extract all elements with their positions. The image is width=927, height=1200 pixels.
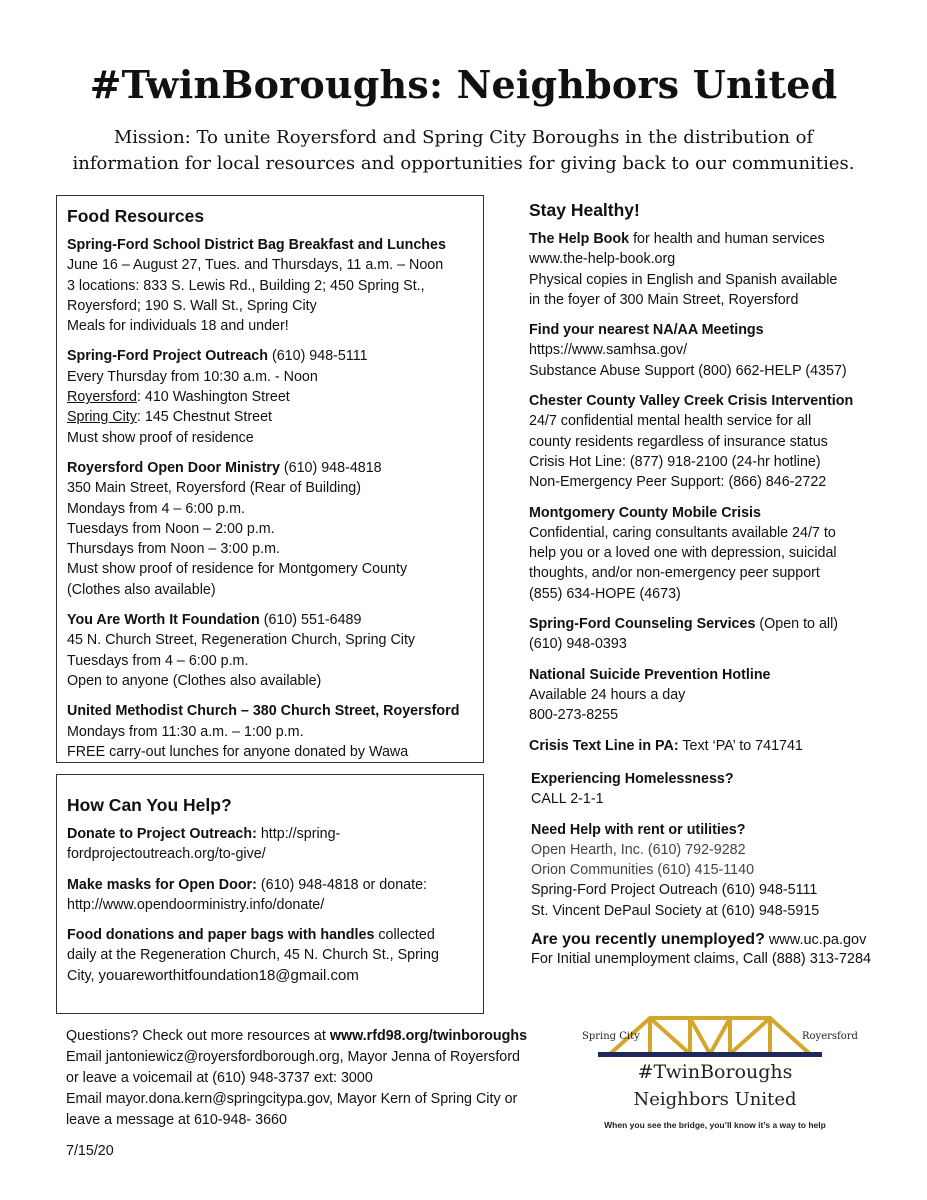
- food-item-line: Tuesdays from Noon – 2:00 p.m.: [67, 520, 275, 537]
- help-item-title: Food donations and paper bags with handles: [67, 927, 375, 944]
- stay-healthy-column: [529, 198, 889, 766]
- health-item-text: 800-273-8255: [529, 707, 619, 724]
- food-item-worth-it: [67, 610, 483, 691]
- health-item-title: Spring-Ford Counseling Services: [529, 616, 756, 633]
- mission-line-2: information for local resources and opportunities for giving back to our communities.: [72, 153, 855, 174]
- health-item-text: Substance Abuse Support (800) 662-HELP (4357): [529, 362, 847, 379]
- more-resources-column: [531, 769, 891, 968]
- food-item-title: Spring-Ford School District Bag Breakfast and Lunches: [67, 237, 446, 253]
- health-item-link[interactable]: https://www.samhsa.gov/: [529, 342, 688, 359]
- health-item-link[interactable]: www.the-help-book.org: [529, 251, 676, 268]
- food-item-line: Meals for individuals 18 and under!: [67, 318, 289, 335]
- help-item-link[interactable]: http://www.opendoorministry.info/donate/: [67, 896, 325, 913]
- stay-healthy-heading: Stay Healthy!: [529, 200, 640, 220]
- food-item-line: FREE carry-out lunches for anyone donated by Wawa: [67, 743, 409, 760]
- bridge-truss-icon: [610, 1018, 810, 1054]
- logo-tagline: When you see the bridge, you’ll know it’s a way to help: [604, 1120, 826, 1130]
- footer-text: Questions? Check out more resources at: [66, 1028, 330, 1044]
- help-item-masks: [67, 875, 483, 916]
- food-resources-heading: Food Resources: [67, 206, 205, 226]
- help-item-text: http://spring-: [256, 826, 341, 842]
- food-resources-box: [56, 195, 484, 763]
- unemployment-item: [531, 931, 891, 968]
- health-item-text: in the foyer of 300 Main Street, Royersford: [529, 291, 799, 308]
- homelessness-item: [531, 769, 891, 810]
- food-item-line: Thursdays from Noon – 3:00 p.m.: [67, 541, 280, 558]
- food-item-line: 3 locations: 833 S. Lewis Rd., Building 2; 450 Spring St.,: [67, 277, 425, 294]
- help-item-text: daily at the Regeneration Church, 45 N. Church St., Spring: [67, 947, 439, 964]
- how-can-you-help-heading: How Can You Help?: [67, 795, 232, 815]
- health-item-chester-crisis: [529, 391, 889, 492]
- bridge-logo-graphic: [580, 1012, 858, 1132]
- food-item-line: Mondays from 11:30 a.m. – 1:00 p.m.: [67, 723, 304, 740]
- food-item-open-door: [67, 458, 483, 600]
- health-item-title: The Help Book: [529, 231, 630, 247]
- footer-text: Email jantoniewicz@royersfordborough.org, Mayor Jenna of Royersford: [66, 1049, 520, 1065]
- document-date: 7/15/20: [66, 1143, 114, 1159]
- food-item-project-outreach: [67, 346, 483, 447]
- health-item-text: for health and human services: [629, 231, 825, 247]
- health-item-text: Crisis Hot Line: (877) 918-2100 (24-hr hotline): [529, 453, 821, 470]
- help-item-title: Make masks for Open Door:: [67, 876, 257, 893]
- health-item-montgomery-crisis: [529, 503, 889, 604]
- footer-text: leave a message at 610-948- 3660: [66, 1112, 287, 1128]
- health-item-suicide-hotline: [529, 665, 889, 726]
- food-item-line: 45 N. Church Street, Regeneration Church, Spring City: [67, 632, 416, 649]
- location-label-spring-city: Spring City: [67, 409, 137, 426]
- food-item-methodist: [67, 701, 483, 762]
- health-item-text: (610) 948-0393: [529, 636, 627, 653]
- food-item-phone: (610) 948-4818: [279, 459, 382, 476]
- footer-website-link[interactable]: www.rfd98.org/twinboroughs: [329, 1028, 528, 1044]
- footer-contact: [66, 1026, 527, 1131]
- mission-line-1: Mission: To unite Royersford and Spring City Boroughs in the distribution of: [113, 127, 814, 148]
- homelessness-text: CALL 2-1-1: [531, 791, 604, 808]
- unemployment-text: For Initial unemployment claims,: [531, 950, 739, 967]
- health-item-text: (Open to all): [755, 616, 839, 633]
- health-item-text: help you or a loved one with depression, suicidal: [529, 545, 837, 562]
- email-link[interactable]: youareworthitfoundation18@gmail.com: [98, 966, 359, 984]
- health-item-text: Text ‘PA’ to 741741: [678, 737, 803, 754]
- health-item-text: 24/7 confidential mental health service for all: [529, 413, 812, 430]
- food-item-line: : 410 Washington Street: [136, 389, 290, 406]
- food-item-line: Mondays from 4 – 6:00 p.m.: [67, 500, 245, 517]
- food-item-line: (Clothes also available): [67, 581, 216, 598]
- logo-right-label: Royersford: [802, 1031, 858, 1042]
- rent-utilities-text: Orion Communities (610) 415-1140: [531, 862, 755, 879]
- food-item-line: Tuesdays from 4 – 6:00 p.m.: [67, 652, 249, 669]
- how-can-you-help-box: [56, 774, 484, 1014]
- food-item-title: United Methodist Church – 380 Church Street, Royersford: [67, 703, 460, 720]
- health-item-text: (855) 634-HOPE (4673): [529, 585, 681, 602]
- food-item-line: Royersford; 190 S. Wall St., Spring City: [67, 297, 317, 314]
- homelessness-title: Experiencing Homelessness?: [531, 771, 734, 787]
- help-item-link[interactable]: fordprojectoutreach.org/to-give/: [67, 846, 266, 863]
- help-item-text: City,: [67, 967, 99, 984]
- health-item-title: Crisis Text Line in PA:: [529, 737, 679, 754]
- food-item-title: You Are Worth It Foundation: [67, 612, 260, 629]
- bridge-deck: [598, 1052, 822, 1057]
- health-item-text: Non-Emergency Peer Support: (866) 846-2722: [529, 474, 827, 491]
- health-item-counseling: [529, 614, 889, 655]
- food-item-line: Every Thursday from 10:30 a.m. - Noon: [67, 368, 318, 385]
- rent-utilities-item: [531, 820, 891, 921]
- food-item-phone: (610) 551-6489: [259, 612, 362, 629]
- food-item-line: Open to anyone (Clothes also available): [67, 672, 322, 689]
- logo-left-label: Spring City: [582, 1031, 640, 1042]
- rent-utilities-text: Spring-Ford Project Outreach (610) 948-5111: [531, 882, 818, 899]
- food-item-phone: (610) 948-5111: [267, 348, 368, 365]
- food-item-school-district: [67, 235, 483, 336]
- food-item-title: Spring-Ford Project Outreach: [67, 348, 268, 365]
- health-item-text: Confidential, caring consultants available 24/7 to: [529, 524, 836, 541]
- unemployment-link[interactable]: www.uc.pa.gov: [768, 932, 867, 949]
- health-item-title: Find your nearest NA/AA Meetings: [529, 322, 764, 339]
- food-item-line: Must show proof of residence for Montgomery County: [67, 561, 408, 578]
- health-item-title: Montgomery County Mobile Crisis: [529, 504, 761, 521]
- logo-hashtag: #TwinBoroughs: [637, 1061, 793, 1083]
- footer-text: Email mayor.dona.kern@springcitypa.gov, Mayor Kern of Spring City or: [66, 1091, 518, 1107]
- rent-utilities-text: St. Vincent DePaul Society at (610) 948-5915: [531, 902, 820, 919]
- health-item-crisis-text: [529, 736, 889, 756]
- help-item-donate: [67, 824, 483, 865]
- health-item-na-aa: [529, 320, 889, 381]
- health-item-title: Chester County Valley Creek Crisis Intervention: [529, 393, 854, 410]
- page-title: #TwinBoroughs: Neighbors United: [89, 62, 838, 107]
- food-item-line: : 145 Chestnut Street: [136, 409, 273, 426]
- twin-boroughs-logo: [580, 1012, 858, 1132]
- help-item-food-donations: [67, 925, 483, 986]
- food-item-title: Royersford Open Door Ministry: [67, 459, 280, 476]
- mission-statement: [40, 125, 887, 177]
- food-item-line: Must show proof of residence: [67, 429, 254, 446]
- rent-utilities-text: Open Hearth, Inc. (610) 792-9282: [531, 841, 746, 858]
- help-item-text: collected: [374, 927, 435, 944]
- health-item-text: Physical copies in English and Spanish available: [529, 271, 838, 288]
- location-label-royersford: Royersford: [67, 389, 137, 406]
- health-item-help-book: [529, 229, 889, 310]
- help-item-text: (610) 948-4818 or donate:: [256, 876, 427, 893]
- unemployment-text: Call (888) 313-7284: [742, 950, 872, 967]
- footer-text: or leave a voicemail at (610) 948-3737 ext: 3000: [66, 1070, 373, 1086]
- help-item-title: Donate to Project Outreach:: [67, 826, 257, 842]
- health-item-text: county residents regardless of insurance status: [529, 433, 828, 450]
- health-item-title: National Suicide Prevention Hotline: [529, 666, 771, 683]
- food-item-line: 350 Main Street, Royersford (Rear of Building): [67, 480, 362, 497]
- logo-subtitle: Neighbors United: [633, 1089, 797, 1110]
- food-item-line: June 16 – August 27, Tues. and Thursdays, 11 a.m. – Noon: [67, 257, 444, 274]
- rent-utilities-title: Need Help with rent or utilities?: [531, 821, 746, 838]
- health-item-text: thoughts, and/or non-emergency peer support: [529, 565, 820, 582]
- unemployment-title: Are you recently unemployed?: [531, 931, 765, 949]
- health-item-text: Available 24 hours a day: [529, 686, 686, 703]
